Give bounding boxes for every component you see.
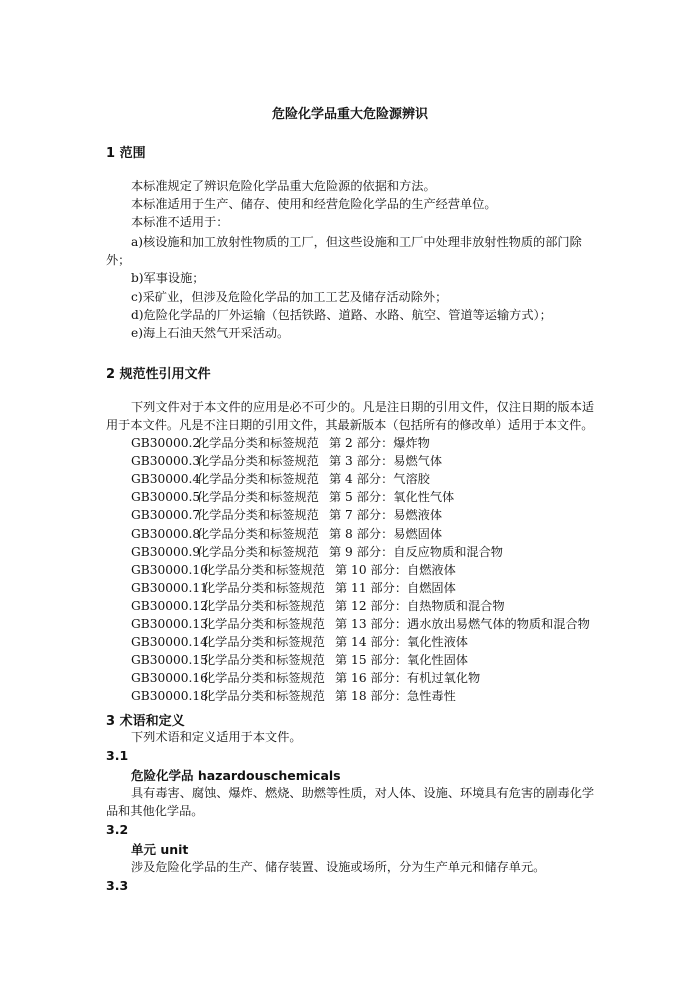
reference-part: 第 12 部分：自热物质和混合物: [335, 598, 505, 613]
term-heading: 危险化学品 hazardouschemicals: [131, 768, 341, 783]
reference-item: [131, 470, 430, 488]
clause-number: 3.3: [106, 878, 129, 893]
reference-title: 化学品分类和标签规范: [197, 544, 319, 559]
section-1-heading: 1 范围: [106, 146, 146, 161]
reference-part: 第 9 部分：自反应物质和混合物: [329, 544, 503, 559]
paragraph-line: 具有毒害、腐蚀、爆炸、燃烧、助燃等性质，对人体、设施、环境具有危害的剧毒化学: [131, 786, 595, 800]
section-2-heading: 2 规范性引用文件: [106, 367, 211, 382]
reference-part: 第 3 部分：易燃气体: [329, 454, 443, 469]
reference-item: [131, 434, 430, 452]
document-title: 危险化学品重大危险源辨识: [271, 107, 428, 122]
term-heading: 单元 unit: [131, 842, 189, 857]
reference-part: 第 5 部分：氧化性气体: [329, 490, 455, 505]
paragraph-line: 本标准适用于生产、储存、使用和经营危险化学品的生产经营单位。: [131, 197, 497, 211]
reference-title: 化学品分类和标签规范: [197, 454, 319, 469]
reference-title: 化学品分类和标签规范: [197, 472, 319, 487]
reference-title: 化学品分类和标签规范: [197, 490, 319, 505]
reference-item: [131, 452, 442, 470]
reference-part: 第 11 部分：自燃固体: [335, 580, 456, 595]
paragraph-line: a)核设施和加工放射性物质的工厂，但这些设施和工厂中处理非放射性物质的部门除: [131, 235, 582, 249]
paragraph-line: 用于本文件。凡是不注日期的引用文件，其最新版本（包括所有的修改单）适用于本文件。: [106, 418, 594, 432]
reference-item: [131, 651, 468, 669]
reference-code: GB30000.16: [131, 671, 208, 686]
reference-title: 化学品分类和标签规范: [203, 598, 325, 613]
reference-code: GB30000.13: [131, 617, 208, 631]
reference-item: [131, 579, 456, 597]
reference-part: 第 4 部分：气溶胶: [329, 472, 430, 487]
reference-code: GB30000.9: [131, 544, 201, 559]
reference-code: GB30000.3: [131, 454, 201, 469]
reference-part: 第 13 部分：遇水放出易燃气体的物质和混合物: [335, 617, 590, 631]
paragraph-line: c)采矿业，但涉及危险化学品的加工工艺及储存活动除外；: [131, 290, 448, 304]
reference-title: 化学品分类和标签规范: [197, 436, 319, 450]
reference-part: 第 10 部分：自燃液体: [335, 562, 456, 577]
paragraph-line: 本标准规定了辨识危险化学品重大危险源的依据和方法。: [131, 179, 436, 193]
reference-item: [131, 615, 590, 633]
reference-item: [131, 561, 456, 579]
clause-number: 3.1: [106, 748, 129, 763]
paragraph-line: 本标准不适用于：: [131, 215, 229, 229]
paragraph-line: 品和其他化学品。: [106, 804, 204, 818]
paragraph-line: b)军事设施；: [131, 271, 205, 285]
paragraph-line: d)危险化学品的厂外运输（包括铁路、道路、水路、航空、管道等运输方式）；: [131, 308, 552, 322]
reference-item: [131, 525, 442, 543]
reference-part: 第 16 部分：有机过氧化物: [335, 671, 481, 686]
reference-code: GB30000.7: [131, 508, 201, 523]
reference-title: 化学品分类和标签规范: [203, 653, 325, 668]
reference-item: [131, 669, 480, 687]
reference-part: 第 18 部分：急性毒性: [335, 689, 456, 704]
clause-number: 3.2: [106, 822, 129, 837]
reference-title: 化学品分类和标签规范: [197, 526, 319, 541]
reference-code: GB30000.12: [131, 598, 208, 613]
paragraph-line: 下列术语和定义适用于本文件。: [131, 730, 302, 744]
paragraph-line: 涉及危险化学品的生产、储存装置、设施或场所，分为生产单元和储存单元。: [131, 860, 546, 874]
reference-code: GB30000.18: [131, 689, 208, 704]
reference-code: GB30000.8: [131, 526, 201, 541]
reference-title: 化学品分类和标签规范: [203, 635, 325, 650]
reference-item: [131, 488, 454, 506]
reference-code: GB30000.14: [131, 635, 208, 650]
reference-item: [131, 597, 505, 615]
paragraph-line: 下列文件对于本文件的应用是必不可少的。凡是注日期的引用文件，仅注日期的版本适: [131, 400, 595, 414]
section-3-heading: 3 术语和定义: [106, 714, 185, 729]
reference-code: GB30000.2: [131, 436, 201, 450]
reference-title: 化学品分类和标签规范: [203, 671, 325, 686]
paragraph-line: e)海上石油天然气开采活动。: [131, 326, 290, 340]
reference-title: 化学品分类和标签规范: [197, 508, 319, 523]
reference-title: 化学品分类和标签规范: [203, 689, 325, 704]
reference-item: [131, 506, 442, 524]
reference-item: [131, 687, 456, 705]
reference-part: 第 15 部分：氧化性固体: [335, 653, 468, 668]
reference-item: [131, 543, 503, 561]
reference-code: GB30000.10: [131, 562, 208, 577]
reference-title: 化学品分类和标签规范: [203, 580, 325, 595]
reference-code: GB30000.4: [131, 472, 201, 487]
reference-part: 第 14 部分：氧化性液体: [335, 635, 468, 650]
reference-code: GB30000.5: [131, 490, 201, 505]
reference-part: 第 8 部分：易燃固体: [329, 526, 443, 541]
reference-title: 化学品分类和标签规范: [203, 562, 325, 577]
reference-title: 化学品分类和标签规范: [203, 617, 325, 631]
reference-code: GB30000.11: [131, 580, 208, 595]
paragraph-line: 外；: [106, 253, 131, 267]
reference-part: 第 7 部分：易燃液体: [329, 508, 443, 523]
reference-code: GB30000.15: [131, 653, 208, 668]
reference-part: 第 2 部分：爆炸物: [329, 436, 430, 450]
reference-item: [131, 633, 468, 651]
